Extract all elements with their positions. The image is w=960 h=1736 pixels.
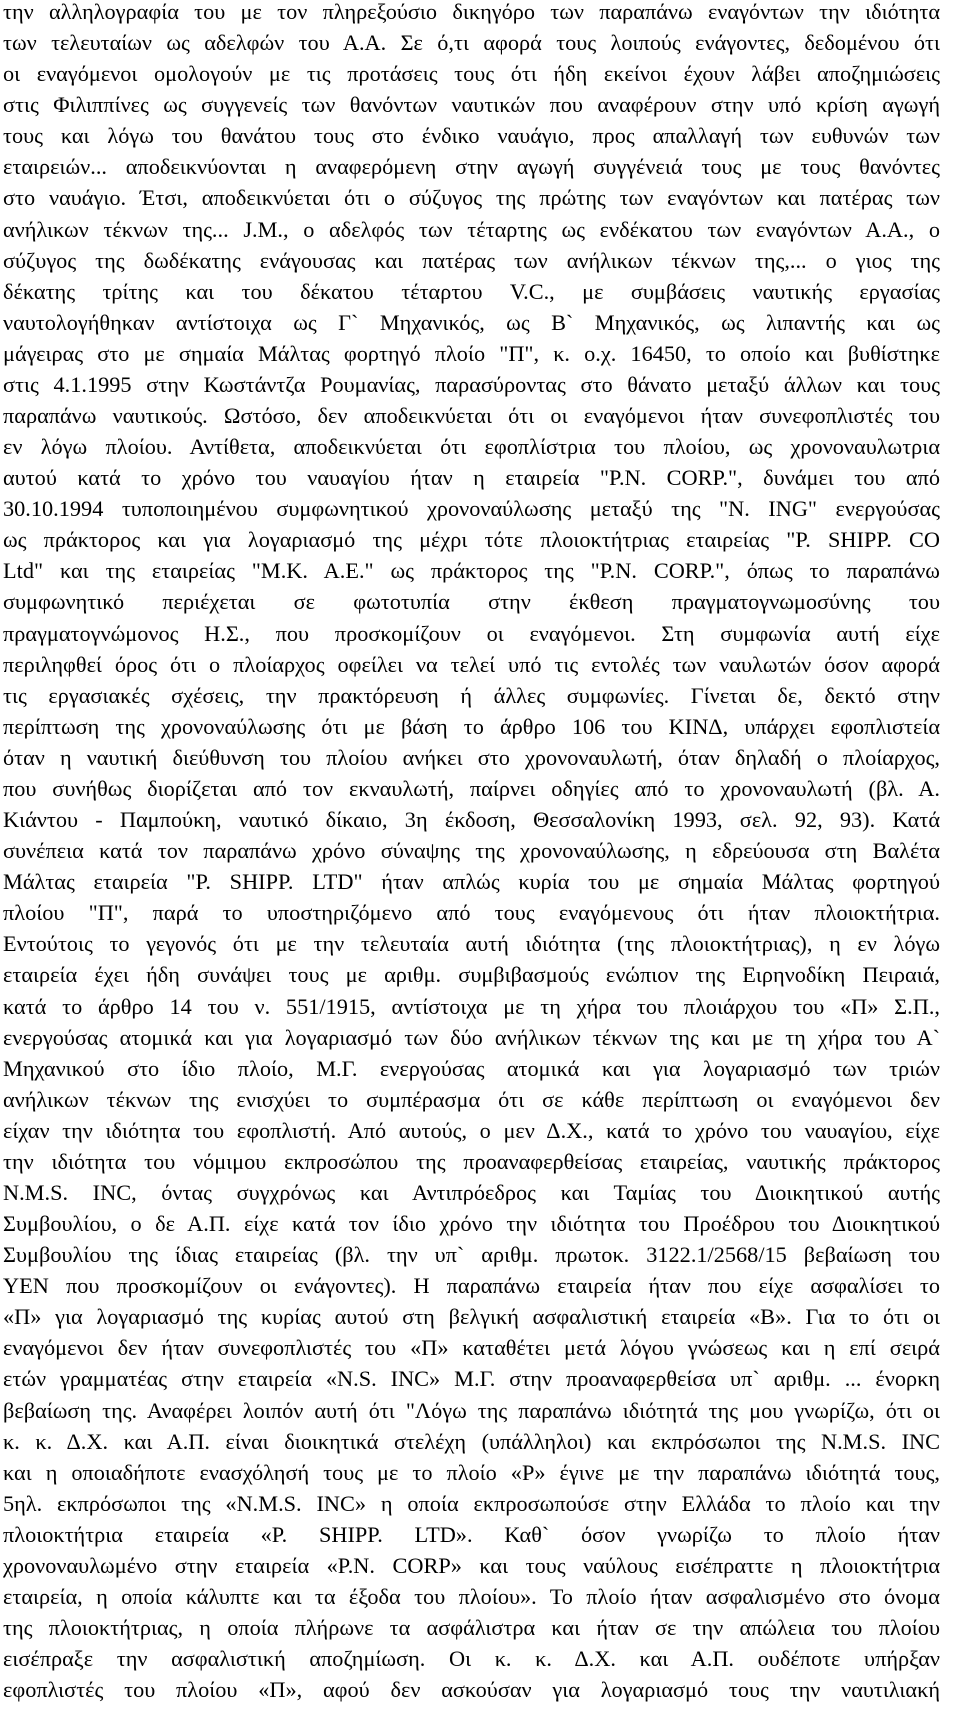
text-line: των τελευταίων ως αδελφών του Α.Α. Σε ό,τι αφορά τους λοιπούς ενάγοντες, δεδομένου ότι bbox=[3, 30, 940, 56]
text-line: Μηχανικού στο ίδιο πλοίο, Μ.Γ. ενεργούσας ατομικά και για λογαριασμό των τριών bbox=[3, 1055, 940, 1081]
text-line: σύζυγος της δωδέκατης ενάγουσας και πατέρας των ανήλικων τέκνων της,... ο γιος της bbox=[3, 247, 940, 273]
text-line: και η οποιαδήποτε ενασχόλησή τους με το πλοίο «Ρ» έγινε με την παραπάνω ιδιότητά τους, bbox=[3, 1459, 940, 1485]
text-line: περιληφθεί όρος ότι ο πλοίαρχος οφείλει να τελεί υπό τις εντολές των ναυλωτών όσον αφορά bbox=[3, 651, 940, 677]
text-line: 30.10.1994 τυποποιημένου συμφωνητικού χρονοναύλωσης μεταξύ της "N. ING" ενεργούσας bbox=[3, 496, 940, 522]
text-line: Μάλτας εταιρεία "P. SHIPP. LTD" ήταν απλώς κυρία του με σημαία Μάλτας φορτηγού bbox=[3, 869, 940, 895]
text-line: εταιρεία, η οποία κάλυπτε και τα έξοδα του πλοίου». Το πλοίο ήταν ασφαλισμένο στο όνομα bbox=[3, 1583, 940, 1609]
text-line: εναγόμενοι δεν ήταν συνεφοπλιστές του «Π» καταθέτει μετά λόγου γνώσεως και η επί σειρά bbox=[3, 1335, 940, 1361]
text-line: ανήλικων τέκνων της ενισχύει το συμπέρασμα ότι σε κάθε περίπτωση οι εναγόμενοι δεν bbox=[3, 1086, 940, 1112]
text-line: πλοίου "Π", παρά το υποστηριζόμενο από τους εναγόμενους ότι ήταν πλοιοκτήτρια. bbox=[3, 900, 940, 926]
text-line: εφοπλιστές του πλοίου «Π», αφού δεν ασκούσαν για λογαριασμό τους την ναυτιλιακή bbox=[3, 1677, 940, 1703]
text-line: που συνήθως διορίζεται από τον εκναυλωτή, παίρνει οδηγίες από το χρονοναυλωτή (βλ. Α. bbox=[3, 775, 940, 801]
text-line: ΥΕΝ που προσκομίζουν οι ενάγοντες). Η παραπάνω εταιρεία ήταν που είχε ασφαλίσει το bbox=[3, 1273, 940, 1299]
text-line: εταιρεία έχει ήδη συνάψει τους με αριθμ. συμβιβασμούς ενώπιον της Ειρηνοδίκη Πειραιά, bbox=[3, 962, 940, 988]
text-line bbox=[3, 1705, 940, 1736]
document-page bbox=[3, 0, 940, 1736]
text-line: «Π» για λογαριασμό της κυρίας αυτού στη βελγική ασφαλιστική εταιρεία «Β». Για το ότι οι bbox=[3, 1304, 940, 1330]
text-line: ανήλικων τέκνων της... J.M., ο αδελφός των τέταρτης ως ενδέκατου των εναγόντων Α.Α., ο bbox=[3, 216, 940, 242]
text-line: μάγειρας στο με σημαία Μάλτας φορτηγό πλοίο "Π", κ. ο.χ. 16450, το οποίο και βυθίστηκε bbox=[3, 340, 940, 366]
text-line: της πλοιοκτήτριας, η οποία πλήρωνε τα ασφάλιστρα και ήταν σε την απώλεια του πλοίου bbox=[3, 1615, 940, 1641]
text-line: την ιδιότητα του νόμιμου εκπροσώπου της προαναφερθείσας εταιρείας, ναυτικής πράκτορος bbox=[3, 1148, 940, 1174]
text-line: παραπάνω ναυτικούς. Ωστόσο, δεν αποδεικνύεται ότι οι εναγόμενοι ήταν συνεφοπλιστές του bbox=[3, 403, 940, 429]
text-line: πλοιοκτήτρια εταιρεία «P. SHIPP. LTD». Καθ` όσον γνωρίζω το πλοίο ήταν bbox=[3, 1521, 940, 1547]
text-line: συμφωνητικό περιέχεται σε φωτοτυπία στην έκθεση πραγματογνωμοσύνης του bbox=[3, 589, 940, 615]
text-line: Εντούτοις το γεγονός ότι με την τελευταία αυτή ιδιότητα (της πλοιοκτήτριας), η εν λόγω bbox=[3, 931, 940, 957]
text-line: 5ηλ. εκπρόσωποι της «N.M.S. INC» η οποία εκπροσωπούσε στην Ελλάδα το πλοίο και την bbox=[3, 1490, 940, 1516]
text-line: συνέπεια κατά τον παραπάνω χρόνο σύναψης της χρονοναύλωσης, η εδρεύουσα στη Βαλέτα bbox=[3, 838, 940, 864]
text-line: ενεργούσας ατομικά και για λογαριασμό των δύο ανήλικων τέκνων της και με τη χήρα του Α` bbox=[3, 1024, 940, 1050]
text-line: δέκατης τρίτης και του δέκατου τέταρτου V.C., με συμβάσεις ναυτικής εργασίας bbox=[3, 278, 940, 304]
text-line: βεβαίωση της. Αναφέρει λοιπόν αυτή ότι "Λόγω της παραπάνω ιδιότητά της μου γνωρίζω, ότι οι bbox=[3, 1397, 940, 1423]
text-line: ετών γραμματέας στην εταιρεία «N.S. INC» Μ.Γ. στην προαναφερθείσα υπ` αριθμ. ... ένορκη bbox=[3, 1366, 940, 1392]
text-line: εταιρειών... αποδεικνύονται η αναφερόμενη στην αγωγή συγγένειά τους με τους θανόντες bbox=[3, 154, 940, 180]
text-line: στο ναυάγιο. Έτσι, αποδεικνύεται ότι ο σύζυγος της πρώτης των εναγόντων και πατέρας των bbox=[3, 185, 940, 211]
text-line: είχαν την ιδιότητα του εφοπλιστή. Από αυτούς, ο μεν Δ.Χ., κατά το χρόνο του ναυαγίου, είχε bbox=[3, 1117, 940, 1143]
text-line: τις εργασιακές σχέσεις, την πρακτόρευση ή άλλες συμφωνίες. Γίνεται δε, δεκτό στην bbox=[3, 682, 940, 708]
text-line: χρονοναυλωμένο στην εταιρεία «P.N. CORP» και τους ναύλους εισέπραττε η πλοιοκτήτρια bbox=[3, 1552, 940, 1578]
text-line: την αλληλογραφία του με τον πληρεξούσιο δικηγόρο των παραπάνω εναγόντων την ιδιότητα bbox=[3, 0, 940, 24]
text-line: N.M.S. INC, όντας συγχρόνως και Αντιπρόεδρος και Ταμίας του Διοικητικού αυτής bbox=[3, 1179, 940, 1205]
text-line: Κιάντου - Παμπούκη, ναυτικό δίκαιο, 3η έκδοση, Θεσσαλονίκη 1993, σελ. 92, 93). Κατά bbox=[3, 807, 940, 833]
text-line: στις Φιλιππίνες ως συγγενείς των θανόντων ναυτικών που αναφέρουν στην υπό κρίση αγωγή bbox=[3, 92, 940, 118]
text-line: οι εναγόμενοι ομολογούν με τις προτάσεις τους ότι ήδη εκείνοι έχουν λάβει αποζημιώσεις bbox=[3, 61, 940, 87]
text-line: πραγματογνώμονος Η.Σ., που προσκομίζουν οι εναγόμενοι. Στη συμφωνία αυτή είχε bbox=[3, 620, 940, 646]
text-line: τους και λόγω του θανάτου τους στο ένδικο ναυάγιο, προς απαλλαγή των ευθυνών των bbox=[3, 123, 940, 149]
text-line: αυτού κατά το χρόνο του ναυαγίου ήταν η εταιρεία "P.N. CORP.", δυνάμει του από bbox=[3, 465, 940, 491]
text-line: ναυτολογήθηκαν αντίστοιχα ως Γ` Μηχανικός, ως Β` Μηχανικός, ως λιπαντής και ως bbox=[3, 309, 940, 335]
text-line: κατά το άρθρο 14 του ν. 551/1915, αντίστοιχα με τη χήρα του πλοιάρχου του «Π» Σ.Π., bbox=[3, 993, 940, 1019]
text-line: εισέπραξε την ασφαλιστική αποζημίωση. Οι κ. κ. Δ.Χ. και Α.Π. ουδέποτε υπήρξαν bbox=[3, 1646, 940, 1672]
text-line: περίπτωση της χρονοναύλωσης ότι με βάση το άρθρο 106 του ΚΙΝΔ, υπάρχει εφοπλιστεία bbox=[3, 713, 940, 739]
text-line: ως πράκτορος και για λογαριασμό της μέχρι τότε πλοιοκτήτριας εταιρείας "P. SHIPP. CO bbox=[3, 527, 940, 553]
text-line: όταν η ναυτική διεύθυνση του πλοίου ανήκει στο χρονοναυλωτή, όταν δηλαδή ο πλοίαρχος, bbox=[3, 744, 940, 770]
text-line: εν λόγω πλοίου. Αντίθετα, αποδεικνύεται ότι εφοπλίστρια του πλοίου, ως χρονοναυλωτρια bbox=[3, 434, 940, 460]
text-line: στις 4.1.1995 στην Κωστάντζα Ρουμανίας, παρασύροντας στο θάνατο μεταξύ άλλων και τους bbox=[3, 371, 940, 397]
text-line: Συμβουλίου, ο δε Α.Π. είχε κατά τον ίδιο χρόνο την ιδιότητα του Προέδρου του Διοικητικού bbox=[3, 1211, 940, 1237]
text-line: Ltd" και της εταιρείας "Μ.Κ. Α.Ε." ως πράκτορος της "P.N. CORP.", όπως το παραπάνω bbox=[3, 558, 940, 584]
text-line: Συμβουλίου της ίδιας εταιρείας (βλ. την υπ` αριθμ. πρωτοκ. 3122.1/2568/15 βεβαίωση του bbox=[3, 1242, 940, 1268]
text-line: κ. κ. Δ.Χ. και Α.Π. είναι διοικητικά στελέχη (υπάλληλοι) και εκπρόσωποι της N.M.S. INC bbox=[3, 1428, 940, 1454]
